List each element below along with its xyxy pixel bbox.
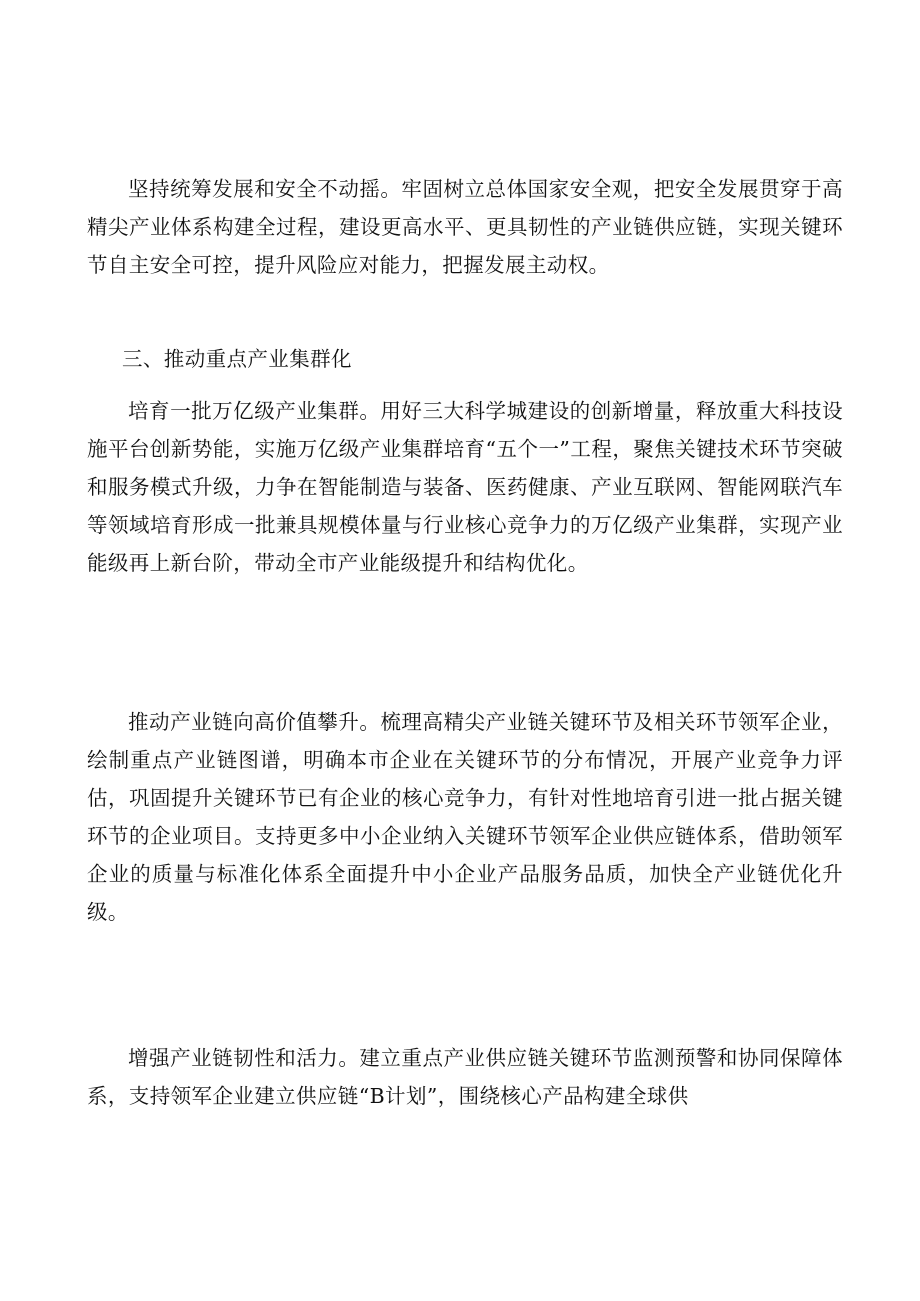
section-heading: 三、推动重点产业集群化 bbox=[122, 347, 352, 371]
paragraph-value-chain: 推动产业链向高价值攀升。梳理高精尖产业链关键环节及相关环节领军企业，绘制重点产业链图谱，明确本市企业在关键环节的分布情况，开展产业竞争力评估，巩固提升关键环节已有企业的核心竞争力，有针对性地培育引进一批占据关键环节的企业项目。支持更多中小企业纳入关键环节领军企业供应链体系，借助领军企业的质量与标准化体系全面提升中小企业产品服务品质，加快全产业链优化升级。 bbox=[87, 710, 843, 924]
paragraph-security: 坚持统筹发展和安全不动摇。牢固树立总体国家安全观，把安全发展贯穿于高精尖产业体系构建全过程，建设更高水平、更具韧性的产业链供应链，实现关键环节自主安全可控，提升风险应对能力，把握发展主动权。 bbox=[87, 177, 843, 277]
paragraph-industry-clusters: 培育一批万亿级产业集群。用好三大科学城建设的创新增量，释放重大科技设施平台创新势能，实施万亿级产业集群培育“五个一”工程，聚焦关键技术环节突破和服务模式升级，力争在智能制造与装备、医药健康、产业互联网、智能网联汽车等领域培育形成一批兼具规模体量与行业核心竞争力的万亿级产业集群，实现产业能级再上新台阶，带动全市产业能级提升和结构优化。 bbox=[87, 399, 843, 575]
paragraph-supply-chain-resilience: 增强产业链韧性和活力。建立重点产业供应链关键环节监测预警和协同保障体系，支持领军企业建立供应链“B计划”，围绕核心产品构建全球供 bbox=[87, 1046, 843, 1108]
